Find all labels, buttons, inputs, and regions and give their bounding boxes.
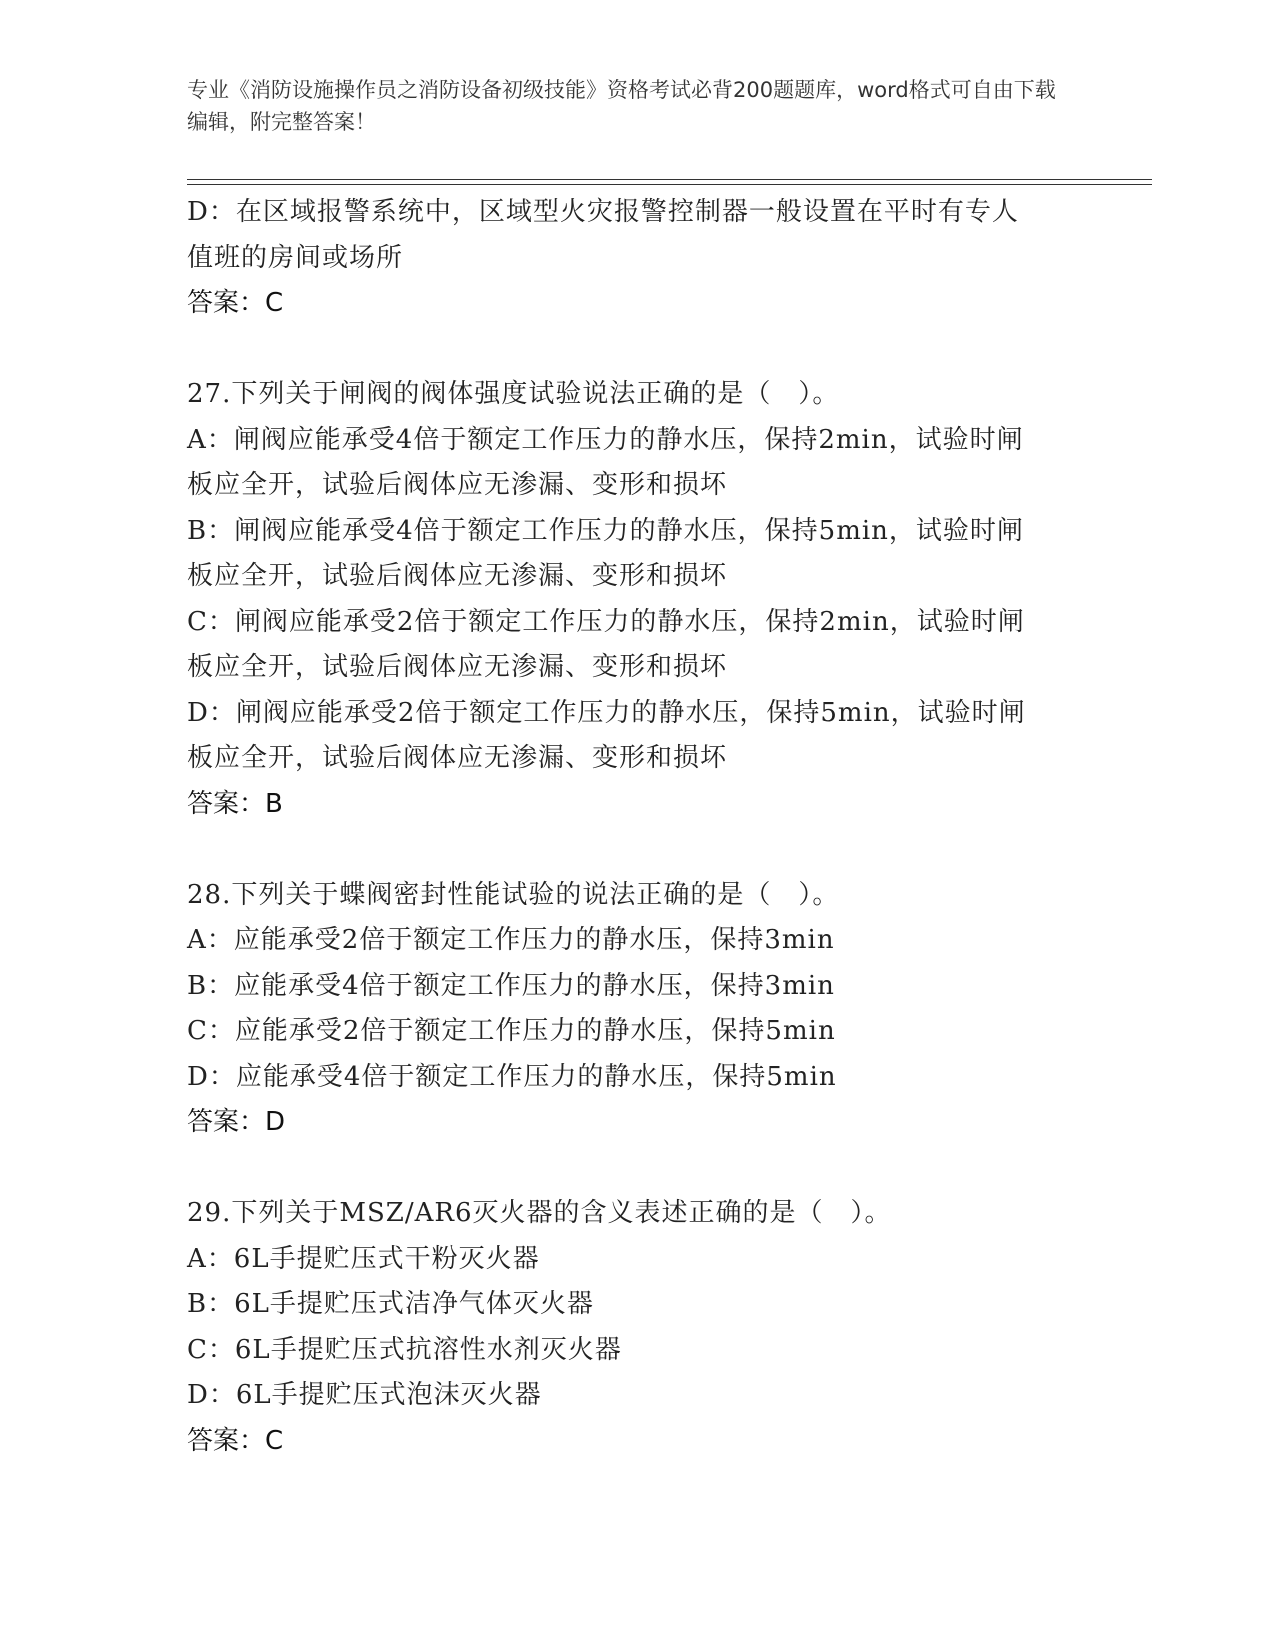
option-line: 板应全开，试验后阀体应无渗漏、变形和损坏	[187, 561, 728, 591]
option-line: 板应全开，试验后阀体应无渗漏、变形和损坏	[187, 470, 728, 500]
question-stem: 28.下列关于蝶阀密封性能试验的说法正确的是（ ）。	[187, 879, 840, 910]
document-body	[187, 190, 1087, 1464]
question-stem: 29.下列关于MSZ/AR6灭火器的含义表述正确的是（ ）。	[187, 1198, 892, 1228]
answer-line: 答案：D	[187, 1107, 286, 1137]
option-line: D：6L手提贮压式泡沫灭火器	[187, 1380, 542, 1410]
option-line: D：闸阀应能承受2倍于额定工作压力的静水压，保持5min，试验时闸	[187, 697, 1026, 728]
answer-line: 答案：C	[187, 1425, 284, 1456]
option-line: D：在区域报警系统中，区域型火灾报警控制器一般设置在平时有专人	[187, 197, 1019, 227]
option-line: C：应能承受2倍于额定工作压力的静水压，保持5min	[187, 1016, 836, 1046]
question-29	[187, 1191, 1087, 1464]
page-header: 专业《消防设施操作员之消防设备初级技能》资格考试必背200题题库，word格式可自由下载编辑，附完整答案！	[187, 78, 1056, 134]
question-27	[187, 372, 1087, 827]
option-line: B：6L手提贮压式洁净气体灭火器	[187, 1289, 594, 1319]
option-line: A：闸阀应能承受4倍于额定工作压力的静水压，保持2min，试验时闸	[187, 424, 1024, 455]
header-rule-top	[187, 179, 1152, 180]
spacer	[187, 827, 1087, 873]
question-28	[187, 873, 1087, 1146]
option-line: 值班的房间或场所	[187, 242, 404, 273]
option-line: C：闸阀应能承受2倍于额定工作压力的静水压，保持2min，试验时闸	[187, 606, 1025, 637]
question-fragment	[187, 190, 1087, 327]
option-line: A：应能承受2倍于额定工作压力的静水压，保持3min	[187, 925, 835, 955]
option-line: 板应全开，试验后阀体应无渗漏、变形和损坏	[187, 743, 728, 773]
option-line: C：6L手提贮压式抗溶性水剂灭火器	[187, 1334, 622, 1365]
option-line: B：闸阀应能承受4倍于额定工作压力的静水压，保持5min，试验时闸	[187, 515, 1024, 546]
option-line: B：应能承受4倍于额定工作压力的静水压，保持3min	[187, 970, 835, 1001]
answer-line: 答案：C	[187, 288, 284, 318]
spacer	[187, 1146, 1087, 1192]
question-stem: 27.下列关于闸阀的阀体强度试验说法正确的是（ ）。	[187, 379, 840, 409]
option-line: D：应能承受4倍于额定工作压力的静水压，保持5min	[187, 1061, 837, 1092]
option-line: A：6L手提贮压式干粉灭火器	[187, 1243, 540, 1274]
answer-line: 答案：B	[187, 788, 283, 819]
spacer	[187, 327, 1087, 373]
option-line: 板应全开，试验后阀体应无渗漏、变形和损坏	[187, 652, 728, 682]
header-rule-bottom	[187, 184, 1152, 185]
